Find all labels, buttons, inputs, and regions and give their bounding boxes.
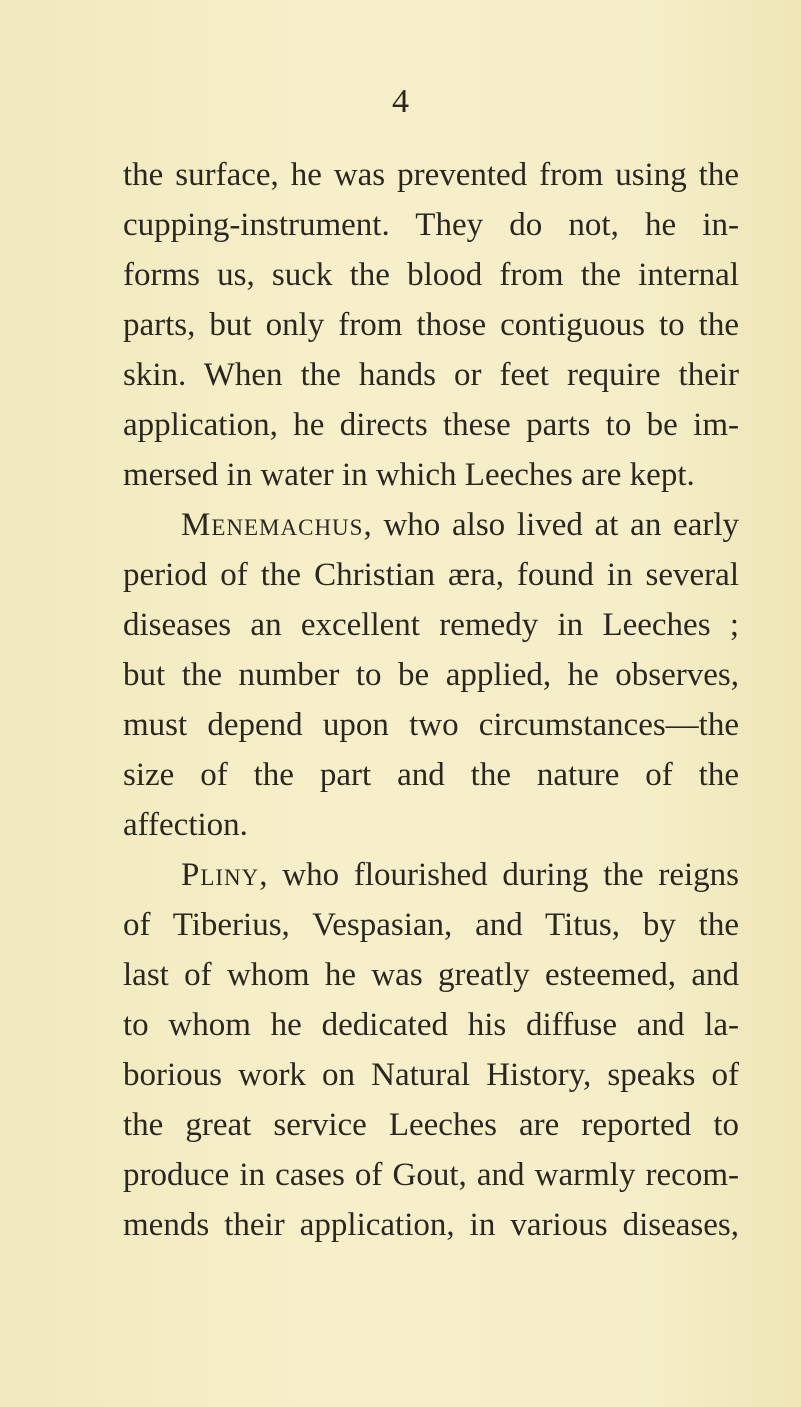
body-text bbox=[123, 150, 739, 1250]
paragraph-first-line bbox=[123, 850, 739, 900]
text-line: borious work on Natural History, speaks of bbox=[123, 1057, 739, 1093]
text-line: produce in cases of Gout, and warmly recom- bbox=[123, 1157, 739, 1193]
text-line: the great service Leeches are reported to bbox=[123, 1107, 739, 1143]
text-line: but the number to be applied, he observes, bbox=[123, 657, 739, 693]
page-number: 4 bbox=[392, 83, 409, 120]
text-line: forms us, suck the blood from the internal bbox=[123, 257, 739, 293]
text-line: parts, but only from those contiguous to the bbox=[123, 307, 739, 343]
text-line: affection. bbox=[123, 807, 248, 843]
person-name-pliny: Pliny bbox=[181, 857, 260, 893]
text-line: to whom he dedicated his diffuse and la- bbox=[123, 1007, 739, 1043]
paragraph-first-line bbox=[123, 500, 739, 550]
text-line: the surface, he was prevented from using the bbox=[123, 157, 739, 193]
text-line: application, he directs these parts to be im- bbox=[123, 407, 739, 443]
text-line: must depend upon two circumstances—the bbox=[123, 707, 739, 743]
text-line: last of whom he was greatly esteemed, and bbox=[123, 957, 739, 993]
text-line-rest: , who flourished during the reigns bbox=[259, 857, 739, 893]
text-line: skin. When the hands or feet require their bbox=[123, 357, 739, 393]
text-line: diseases an excellent remedy in Leeches ; bbox=[123, 607, 739, 643]
person-name-menemachus: Menemachus bbox=[181, 507, 364, 543]
text-line-rest: , who also lived at an early bbox=[363, 507, 739, 543]
text-line: of Tiberius, Vespasian, and Titus, by the bbox=[123, 907, 739, 943]
text-line: cupping-instrument. They do not, he in- bbox=[123, 207, 739, 243]
text-line: mends their application, in various diseases, bbox=[123, 1207, 739, 1243]
text-line: mersed in water in which Leeches are kept. bbox=[123, 457, 695, 493]
text-line: size of the part and the nature of the bbox=[123, 757, 739, 793]
text-line: period of the Christian æra, found in several bbox=[123, 557, 739, 593]
